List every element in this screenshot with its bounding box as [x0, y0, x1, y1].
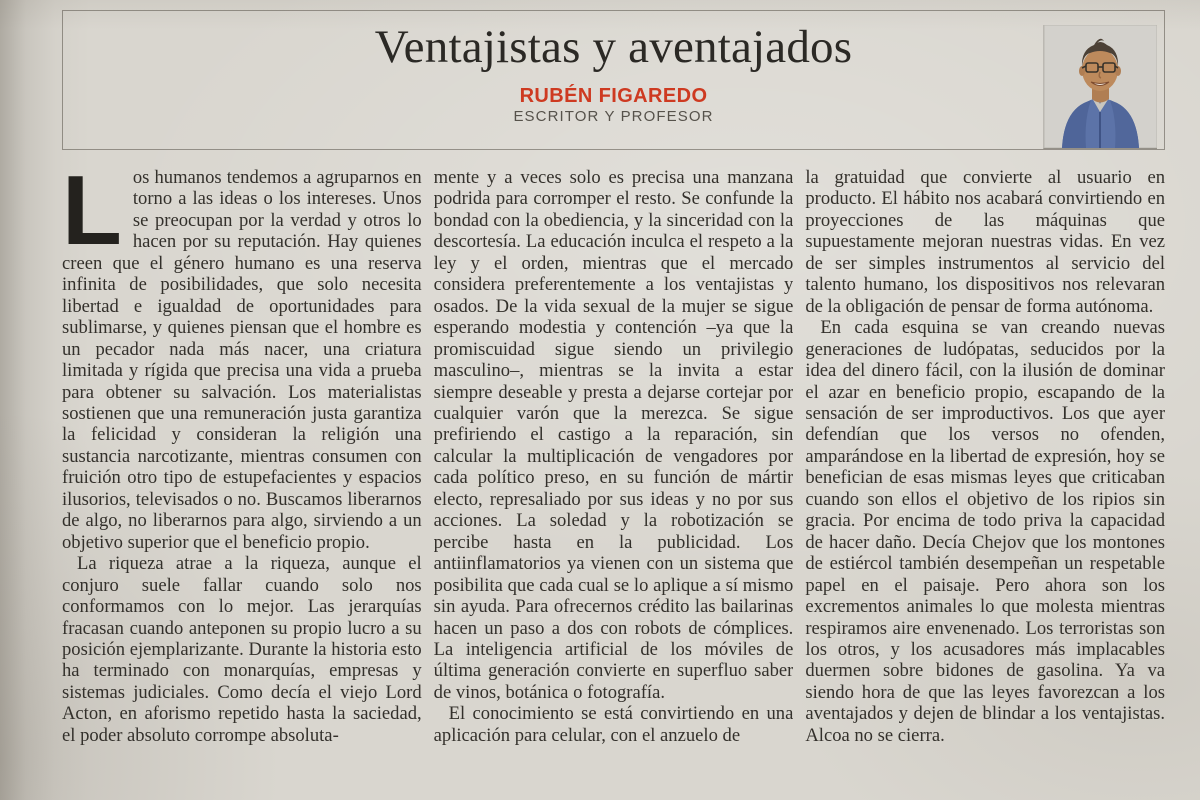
- paragraph: mente y a veces solo es precisa una manzana podrida para corromper el resto. Se confunde la bondad con la obediencia, y la sinceridad con la descortesía. La educación inculca el respeto a la ley y el orden, mientras que el mercado considera preferentemente a los ventajistas y osados. De la vida sexual de la mujer se sigue esperando modestia y contención –ya que la promiscuidad sigue siendo un privilegio masculino–, mientras se la invita a estar siempre deseable y presta a dejarse cortejar por cualquier varón que la merezca. Se sigue prefiriendo el castigo a la reparación, sin calcular la multiplicación de vengadores por cada político preso, en su función de mártir electo, represaliado por sus ideas y no por sus acciones. La soledad y la robotización se percibe hasta en la publicidad. Los antiinflamatorios ya vienen con un sistema que posibilita que cada cual se lo aplique a sí mismo sin ayuda. Para ofrecernos crédito las bailarinas hacen un paso a dos con robots de cómplices. La inteligencia artificial de los móviles de última generación convierte en superfluo saber de vinos, botánica o fotografía.: [433, 167, 794, 703]
- article-body: [62, 167, 1165, 768]
- text-column-3: [805, 167, 1165, 768]
- article-header-content: [63, 11, 1164, 149]
- author-photo: [1043, 25, 1157, 149]
- author-role: ESCRITOR Y PROFESOR: [513, 108, 714, 125]
- paragraph: la gratuidad que convierte al usuario en producto. El hábito nos acabará convirtiendo en proyecciones de las máquinas que supuestamente mejoran nuestras vidas. En vez de ser simples instrumentos al servicio del talento humano, los dispositivos nos relevaran de la obligación de pensar de forma autónoma.: [805, 167, 1166, 317]
- author-name: RUBÉN FIGAREDO: [519, 85, 708, 107]
- text-column-2: [434, 167, 794, 768]
- paragraph: En cada esquina se van creando nuevas generaciones de ludópatas, seducidos por la idea del dinero fácil, con la ilusión de dominar el azar en beneficio propio, escapando de la sensación de ser improductivos. Los que ayer defendían que los versos no ofenden, amparándose en la libertad de expresión, hoy se benefician de esas mismas leyes que criticaban cuando son ellos el objetivo de los ripios sin gracia. Por encima de todo priva la capacidad de hacer daño. Decía Chejov que los montones de estiércol también desempeñan un respetable papel en el paisaje. Pero ahora son los excrementos animales lo que molesta mientras respiramos aire envenenado. Los terroristas son los otros, y los acusadores más implacables duermen sobre bidones de gasolina. Ya va siendo hora de que las leyes favorezcan a los aventajados y dejen de blindar a los ventajistas. Alcoa no se cierra.: [805, 317, 1166, 746]
- article-title: Ventajistas y aventajados: [374, 21, 853, 73]
- paragraph: La riqueza atrae a la riqueza, aunque el conjuro suele fallar cuando solo nos conformamos con lo mejor. Las jerarquías fracasan cuando anteponen su propio lucro a su posición ejemplarizante. Durante la historia esto ha terminado con monarquías, empresas y sistemas judiciales. Como decía el viejo Lord Acton, en aforismo repetido hasta la saciedad, el poder absoluto corrompe absoluta-: [62, 553, 422, 746]
- paragraph: El conocimiento se está convirtiendo en una aplicación para celular, con el anzuelo de: [433, 703, 794, 746]
- author-portrait-illustration: [1044, 25, 1157, 148]
- article-header: [62, 10, 1165, 150]
- paragraph: Los humanos tendemos a agruparnos en torno a las ideas o los intereses. Unos se preocupan por la verdad y otros lo hacen por su reputación. Hay quienes creen que el género humano es una reserva infinita de posibilidades, que solo necesita libertad e igualdad de oportunidades para sublimarse, y quienes piensan que el hombre es un pecador nada más nacer, una criatura limitada y rígida que precisa una vida a prueba para obtener su salvación. Los materialistas sostienen que una remuneración justa garantiza la felicidad y consideran la religión una sustancia narcotizante, mientras consumen con fruición otro tipo de estupefacientes y espacios ilusorios, televisados o no. Buscamos liberarnos de algo, no liberarnos para algo, sirviendo a un objetivo superior que el beneficio propio.: [62, 167, 422, 553]
- drop-cap: L: [62, 167, 122, 265]
- text-column-1: [62, 167, 422, 768]
